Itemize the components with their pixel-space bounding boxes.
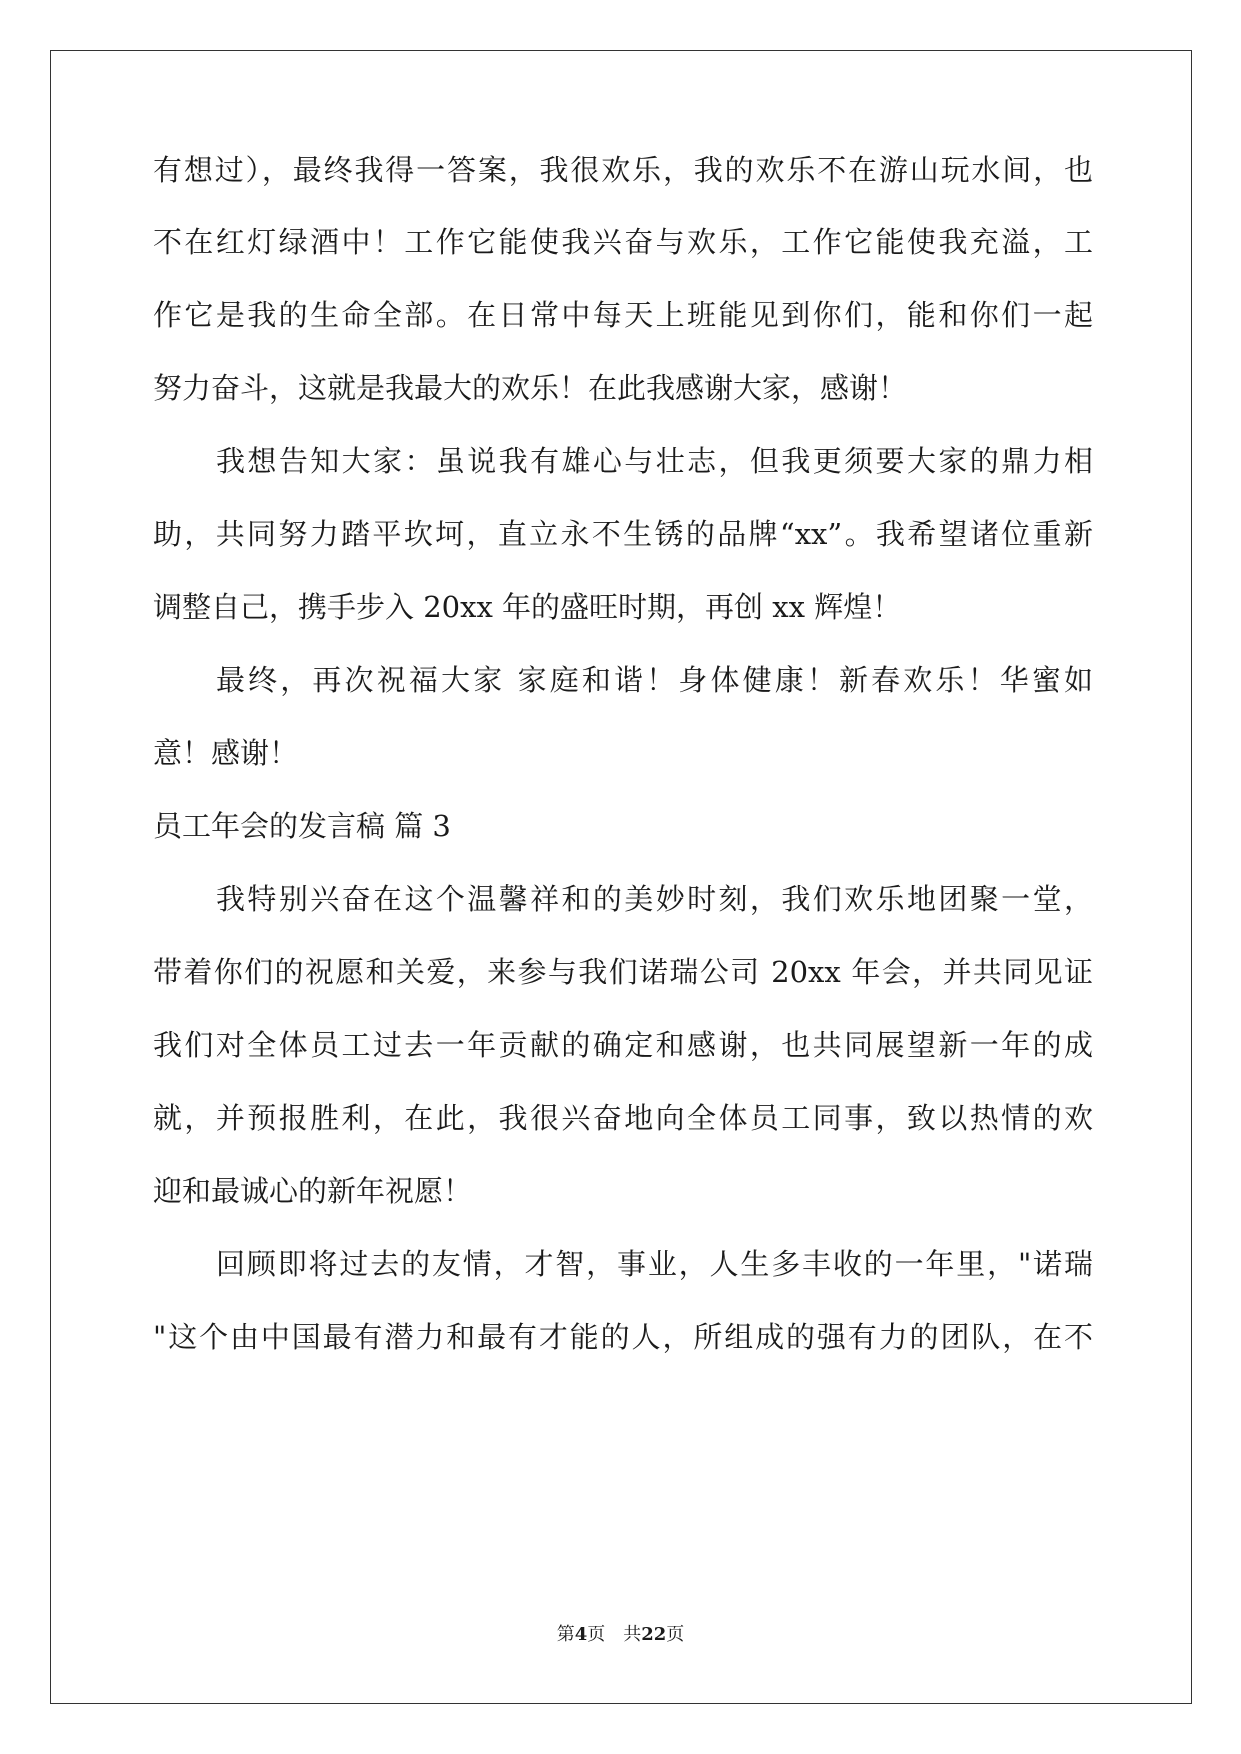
paragraph-line: 意！感谢！ — [153, 736, 299, 770]
paragraph-line: 不在红灯绿酒中！工作它能使我兴奋与欢乐，工作它能使我充溢，工 — [153, 225, 1093, 259]
paragraph-line: 我特别兴奋在这个温馨祥和的美妙时刻，我们欢乐地团聚一堂， — [216, 882, 1093, 916]
paragraph-line: 我们对全体员工过去一年贡献的确定和感谢，也共同展望新一年的成 — [153, 1028, 1093, 1062]
footer-prefix: 第 — [556, 1624, 575, 1645]
paragraph-line: 有想过），最终我得一答案，我很欢乐，我的欢乐不在游山玩水间，也 — [153, 153, 1093, 187]
section-heading: 员工年会的发言稿 篇 3 — [153, 809, 451, 843]
page-footer — [0, 1623, 1241, 1647]
paragraph-line: 迎和最诚心的新年祝愿！ — [153, 1174, 473, 1208]
footer-mid: 页 共 — [587, 1624, 642, 1645]
paragraph-line: 调整自己，携手步入 20xx 年的盛旺时期，再创 xx 辉煌！ — [153, 590, 902, 624]
paragraph-line: 努力奋斗，这就是我最大的欢乐！在此我感谢大家，感谢！ — [153, 371, 908, 405]
paragraph-line: 最终，再次祝福大家 家庭和谐！身体健康！新春欢乐！华蜜如 — [216, 663, 1093, 697]
paragraph-line: 我想告知大家：虽说我有雄心与壮志，但我更须要大家的鼎力相 — [216, 444, 1093, 478]
paragraph-line: 作它是我的生命全部。在日常中每天上班能见到你们，能和你们一起 — [153, 298, 1093, 332]
paragraph-line: "这个由中国最有潜力和最有才能的人，所组成的强有力的团队，在不 — [153, 1320, 1093, 1354]
footer-suffix: 页 — [666, 1624, 685, 1645]
total-page-number: 22 — [641, 1624, 667, 1645]
current-page-number: 4 — [574, 1624, 588, 1645]
paragraph-line: 就，并预报胜利，在此，我很兴奋地向全体员工同事，致以热情的欢 — [153, 1101, 1093, 1135]
paragraph-line: 带着你们的祝愿和关爱，来参与我们诺瑞公司 20xx 年会，并共同见证 — [153, 955, 1093, 989]
paragraph-line: 助，共同努力踏平坎坷，直立永不生锈的品牌“xx”。我希望诸位重新 — [153, 517, 1093, 551]
paragraph-line: 回顾即将过去的友情，才智，事业，人生多丰收的一年里，"诺瑞 — [216, 1247, 1093, 1281]
